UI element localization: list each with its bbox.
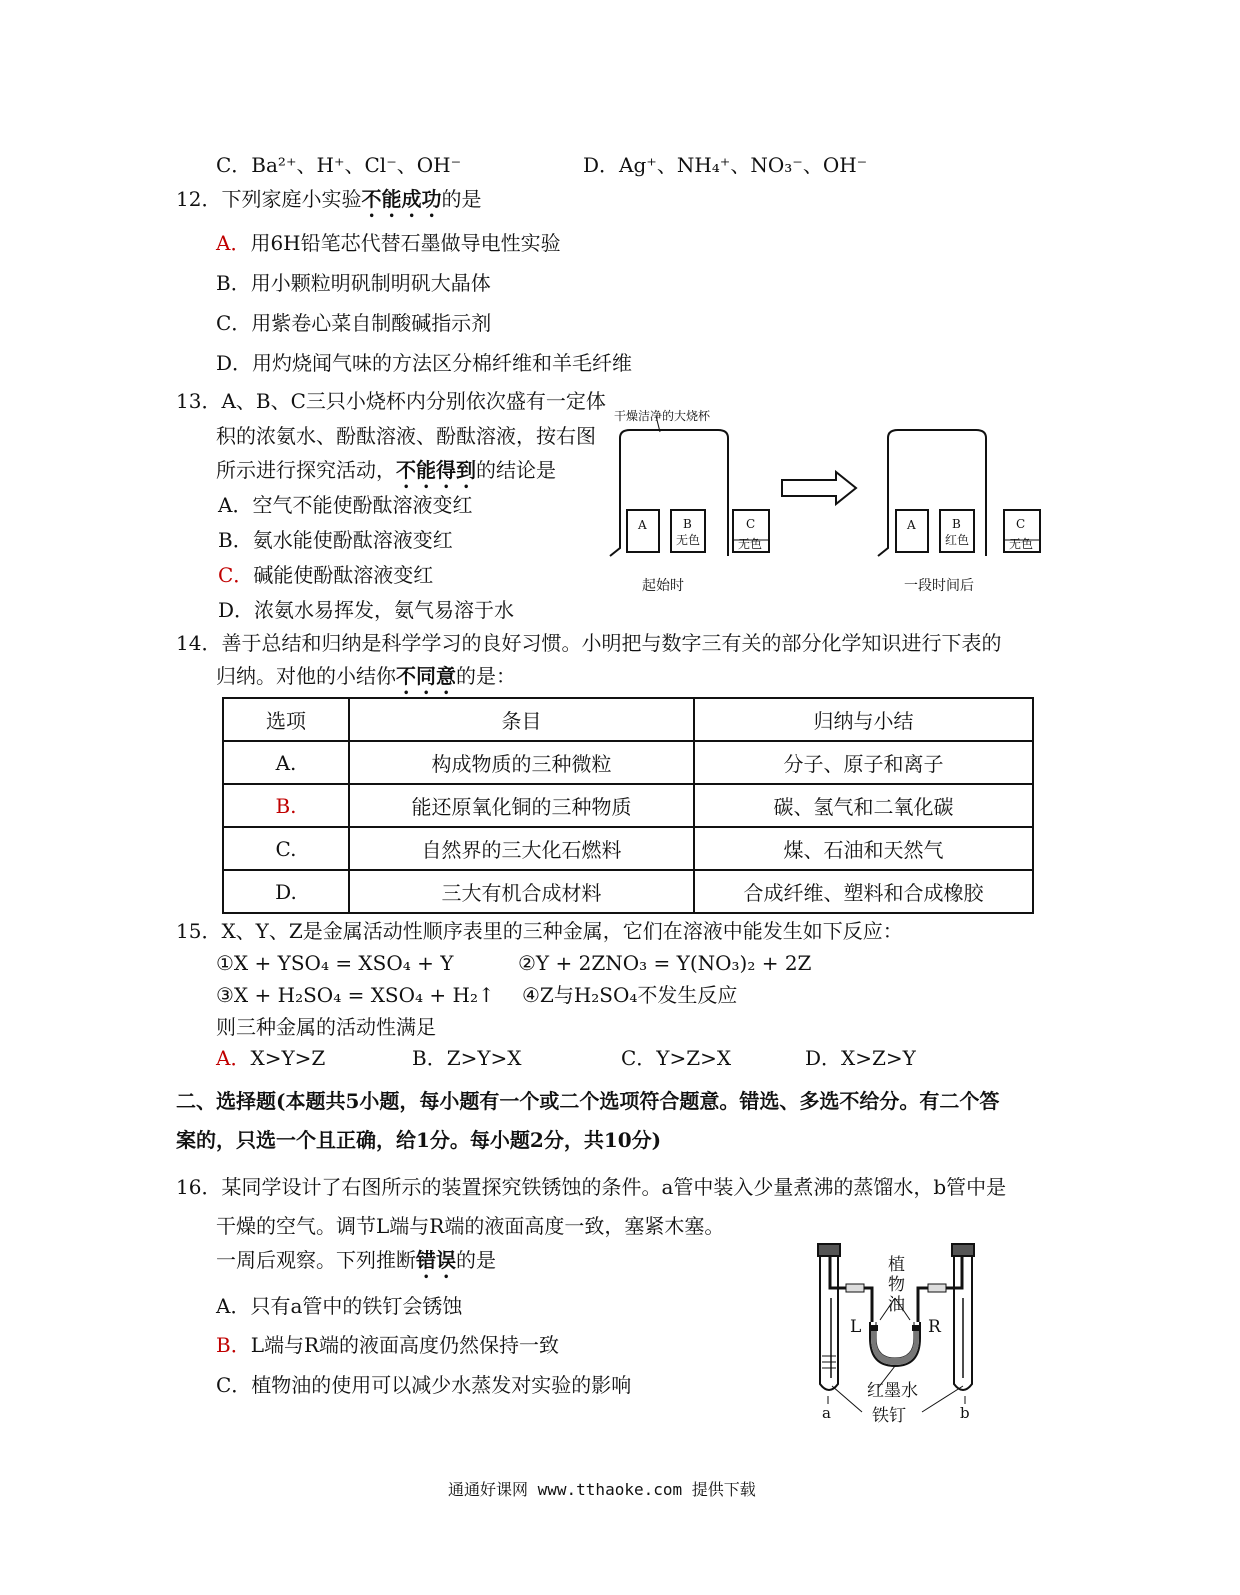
q15-reaction-4: ④Z与H₂SO₄不发生反应: [522, 983, 738, 1007]
q13-beaker-figure: [600, 398, 1050, 603]
table-cell-summary: 分子、原子和离子: [694, 741, 1033, 784]
q12-option-a: [216, 230, 561, 256]
q14-stem-line2: [216, 663, 516, 699]
q13-option-c-letter: C．: [218, 563, 254, 587]
section2-heading-line2: 案的，只选一个且正确，给1分。每小题2分，共10分): [176, 1128, 662, 1152]
q13-option-c: [218, 562, 433, 588]
beaker-b-end-label: B: [952, 517, 961, 531]
q13-stem-pre: 所示进行探究活动，: [216, 458, 396, 482]
q13-option-d: D．浓氨水易挥发，氨气易溶于水: [218, 598, 515, 622]
caption-end: 一段时间后: [904, 578, 974, 594]
q16-option-c: C．植物油的使用可以减少水蒸发对实验的影响: [216, 1373, 632, 1397]
q16-option-b: [216, 1332, 559, 1358]
q15-option-d: D．X>Z>Y: [805, 1046, 916, 1070]
beaker-a-end-label: A: [907, 518, 916, 532]
big-beaker-label: 干燥洁净的大烧杯: [614, 409, 711, 423]
table-cell-option: C.: [223, 827, 349, 870]
q13-stem-line3: [216, 457, 556, 493]
q12-option-c: C．用紫卷心菜自制酸碱指示剂: [216, 311, 492, 335]
tube-a-label: a: [822, 1404, 831, 1422]
q11-option-c: C．Ba²⁺、H⁺、Cl⁻、OH⁻: [216, 153, 462, 177]
beaker-b-label: B: [683, 517, 692, 531]
q12-option-b: B．用小颗粒明矾制明矾大晶体: [216, 271, 491, 295]
q12-stem-post: 的是: [441, 187, 482, 211]
q13-option-a: A．空气不能使酚酞溶液变红: [218, 493, 473, 517]
table-cell-item: 三大有机合成材料: [349, 870, 694, 913]
table-cell-option: B.: [223, 784, 349, 827]
beaker-b-start-color: 无色: [676, 533, 701, 547]
q15-reaction-2: ②Y + 2ZNO₃ = Y(NO₃)₂ + 2Z: [518, 951, 812, 975]
q14-stem-post: 的是：: [456, 664, 516, 688]
q11-option-d: D．Ag⁺、NH₄⁺、NO₃⁻、OH⁻: [583, 153, 868, 177]
q12-stem: [176, 186, 481, 222]
beaker-c-end-color: 无色: [1009, 537, 1034, 551]
q16-stem-line1: 16．某同学设计了右图所示的装置探究铁锈蚀的条件。a管中装入少量煮沸的蒸馏水，b管中是: [176, 1175, 1007, 1199]
table-cell-summary: 煤、石油和天然气: [694, 827, 1033, 870]
q16-option-b-text: L端与R端的液面高度仍然保持一致: [250, 1333, 560, 1357]
q12-option-a-letter: A．: [216, 231, 251, 255]
arrow-icon: [782, 472, 856, 504]
beaker-a-label: A: [638, 518, 647, 532]
table-header: 归纳与小结: [694, 698, 1033, 741]
table-row: [223, 870, 1033, 913]
q15-option-c: C．Y>Z>X: [621, 1046, 732, 1070]
q16-stem-line3: [216, 1247, 496, 1283]
beaker-c-start-color: 无色: [738, 537, 763, 551]
q12-stem-emphasis: 不能成功: [361, 187, 442, 211]
table-cell-item: 自然界的三大化石燃料: [349, 827, 694, 870]
red-ink-fill: [871, 1328, 919, 1365]
label-l: L: [850, 1317, 862, 1337]
section2-heading-line1: 二、选择题(本题共5小题，每小题有一个或二个选项符合题意。错选、多选不给分。有二个答: [176, 1089, 1000, 1113]
table-cell-option: D.: [223, 870, 349, 913]
q16-option-b-letter: B．: [216, 1333, 251, 1357]
page-footer: 通通好课网 www.tthaoke.com 提供下载: [448, 1480, 756, 1499]
table-row: [223, 784, 1033, 827]
table-row: [223, 827, 1033, 870]
q13-option-c-text: 碱能使酚酞溶液变红: [253, 563, 434, 587]
stopper-left: [818, 1244, 840, 1256]
label-r: R: [928, 1317, 941, 1337]
q14-stem-pre: 归纳。对他的小结你: [216, 664, 396, 688]
beaker-c-label: C: [746, 517, 756, 531]
table-row: [223, 741, 1033, 784]
q15-option-b: B．Z>Y>X: [412, 1046, 522, 1070]
red-ink-label: 红墨水: [867, 1381, 918, 1401]
table-header: 选项: [223, 698, 349, 741]
q15-reaction-1: ①X + YSO₄ = XSO₄ + Y: [216, 951, 454, 975]
oil-label-3: 油: [888, 1295, 905, 1315]
oil-label-1: 植: [888, 1255, 905, 1275]
q15-ask: 则三种金属的活动性满足: [216, 1015, 436, 1039]
q13-stem-emphasis: 不能得到: [396, 458, 476, 482]
q15-option-a-letter: A．: [216, 1046, 251, 1070]
big-beaker-end: [878, 430, 986, 556]
q16-stem-emphasis: 错误: [416, 1248, 456, 1272]
q15-option-a-text: X>Y>Z: [250, 1046, 326, 1070]
table-cell-item: 能还原氧化铜的三种物质: [349, 784, 694, 827]
q12-stem-pre: 12．下列家庭小实验: [176, 187, 362, 211]
table-cell-option: A.: [223, 741, 349, 784]
nail-label: 铁钉: [872, 1406, 906, 1426]
caption-start: 起始时: [642, 578, 684, 594]
q13-option-b: B．氨水能使酚酞溶液变红: [218, 528, 453, 552]
q14-summary-table: [222, 697, 1034, 914]
q16-stem-pre: 一周后观察。下列推断: [216, 1248, 416, 1272]
table-cell-summary: 合成纤维、塑料和合成橡胶: [694, 870, 1033, 913]
beaker-b-end-color: 红色: [945, 533, 970, 547]
q16-rust-apparatus-figure: [800, 1238, 1000, 1430]
q14-stem-emphasis: 不同意: [396, 664, 456, 688]
table-cell-item: 构成物质的三种微粒: [349, 741, 694, 784]
q15-reaction-3: ③X + H₂SO₄ = XSO₄ + H₂↑: [216, 983, 495, 1007]
beaker-c-end-label: C: [1016, 517, 1026, 531]
q15-option-a: [216, 1045, 325, 1071]
q13-stem-line1: 13．A、B、C三只小烧杯内分别依次盛有一定体: [176, 389, 606, 413]
q14-stem-line1: 14．善于总结和归纳是科学学习的良好习惯。小明把与数字三有关的部分化学知识进行下表的: [176, 631, 1002, 655]
oil-label-2: 物: [888, 1275, 905, 1295]
q12-option-d: D．用灼烧闻气味的方法区分棉纤维和羊毛纤维: [216, 351, 633, 375]
q15-stem: 15．X、Y、Z是金属活动性顺序表里的三种金属，它们在溶液中能发生如下反应：: [176, 919, 903, 943]
q12-option-a-text: 用6H铅笔芯代替石墨做导电性实验: [250, 231, 561, 255]
table-header-row: [223, 698, 1033, 741]
table-cell-summary: 碳、氢气和二氧化碳: [694, 784, 1033, 827]
q13-stem-post: 的结论是: [476, 458, 556, 482]
q16-stem-post: 的是: [456, 1248, 496, 1272]
q16-stem-line2: 干燥的空气。调节L端与R端的液面高度一致，塞紧木塞。: [216, 1214, 725, 1238]
tube-b-label: b: [960, 1404, 970, 1422]
table-header: 条目: [349, 698, 694, 741]
stopper-right: [952, 1244, 974, 1256]
q16-option-a: A．只有a管中的铁钉会锈蚀: [216, 1294, 463, 1318]
q13-stem-line2: 积的浓氨水、酚酞溶液、酚酞溶液，按右图: [216, 424, 596, 448]
